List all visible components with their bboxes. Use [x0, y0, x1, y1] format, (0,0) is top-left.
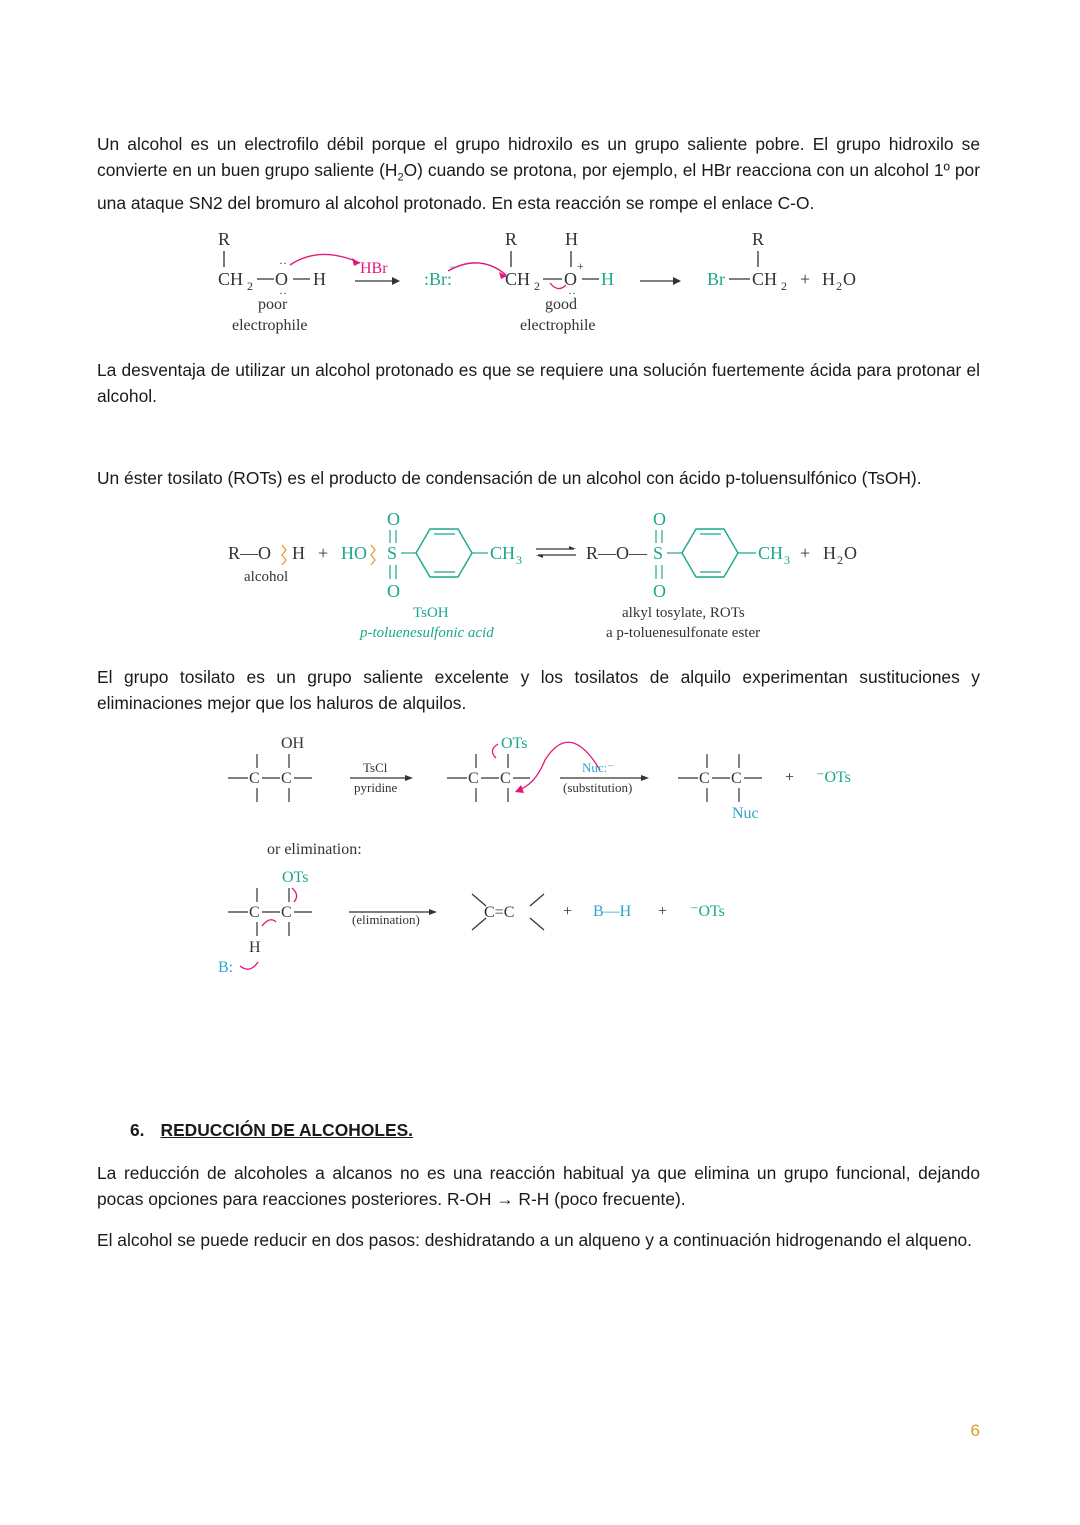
bond-line — [530, 894, 544, 906]
section-heading — [130, 1120, 413, 1141]
paragraph-tosylate-leaving-group: El grupo tosilato es un grupo saliente excelente y los tosilatos de alquilo experimentan sustituciones y eliminaciones mejor que los haluros de alquilos. — [97, 667, 980, 713]
nucleophile-reagent-label: Nuc:⁻ — [582, 760, 615, 775]
methyl-label: CH — [490, 543, 516, 563]
oxygen-label: O — [387, 581, 400, 601]
oxygen-label: O — [275, 269, 288, 289]
page-number: 6 — [970, 1421, 980, 1440]
curved-arrow-icon — [290, 254, 360, 265]
tsoh-name-label: p-toluenesulfonic acid — [360, 625, 494, 641]
hydroxyl-label: OH — [281, 735, 305, 752]
plus-sign: + — [800, 269, 811, 289]
oxygen-label: O — [387, 509, 400, 529]
lone-pair-dots: ·· — [279, 256, 287, 270]
subscript-2: 2 — [836, 279, 842, 293]
oxygen-label: O — [653, 509, 666, 529]
water-h-label: H — [823, 543, 836, 563]
carbon-label: C — [699, 770, 710, 787]
carbon-label: C — [281, 770, 292, 787]
arrowhead-icon — [429, 909, 437, 915]
hydrogen-label: H — [313, 269, 326, 289]
carbon-label: C — [731, 770, 742, 787]
plus-sign: + — [785, 769, 795, 786]
curved-arrow-icon — [492, 744, 498, 758]
plus-sign: + — [563, 903, 573, 920]
section-number: 6. — [130, 1120, 145, 1140]
water-o-label: O — [844, 543, 857, 563]
hydrogen-label: H — [601, 269, 614, 289]
cleavage-mark-icon — [371, 545, 375, 565]
base-label: B: — [218, 959, 234, 976]
lone-pair-dots: ·· — [279, 286, 287, 300]
subscript-2: 2 — [534, 279, 540, 293]
methyl-label: CH — [758, 543, 784, 563]
curved-arrow-icon — [292, 888, 297, 902]
elimination-label: (elimination) — [352, 912, 420, 927]
paragraph-reduction-intro: La reducción de alcoholes a alcanos no es una reacción habitual ya que elimina un grupo funcional, dejando pocas opciones para reacciones posteriores. R-OH → R-H (poco frecuente). — [97, 1163, 980, 1209]
ho-label: HO — [341, 543, 367, 563]
arrowhead-icon — [569, 546, 576, 549]
r-group-label: R — [505, 229, 518, 249]
arrowhead-icon — [536, 555, 543, 558]
subscript-3: 3 — [516, 553, 522, 567]
carbon-label: C — [249, 770, 260, 787]
arrowhead-icon — [515, 785, 524, 793]
tosylate-formation-scheme — [0, 505, 1080, 645]
cleavage-mark-icon — [282, 545, 286, 565]
ots-label: OTs — [282, 869, 309, 886]
hbr-reaction-scheme — [0, 225, 1080, 345]
plus-sign: + — [800, 543, 811, 563]
curved-arrow-icon — [240, 962, 258, 969]
subscript: 2 — [397, 171, 404, 184]
bromine-label: Br — [707, 269, 725, 289]
carbon-label: C — [281, 904, 292, 921]
plus-sign: + — [318, 543, 329, 563]
paragraph-text: O) cuando se protona, por ejemplo, el HBr reacciona con un alcohol 1º por una ataque SN2 del bromuro al alcohol protonado. En esta reacción se rompe el enlace C-O. — [97, 160, 981, 214]
conjugate-acid-label: B—H — [593, 903, 632, 920]
curved-arrow-icon — [262, 920, 276, 926]
negative-charge-icon: − — [449, 260, 456, 274]
ch2-label: CH — [218, 269, 244, 289]
tsoh-label: TsOH — [413, 605, 449, 621]
carbon-label: C — [468, 770, 479, 787]
ro-label: R—O— — [586, 543, 648, 563]
rots-name-label: a p-toluenesulfonate ester — [606, 625, 761, 641]
plus-sign: + — [658, 903, 668, 920]
paragraph-reduction-two-steps: El alcohol se puede reducir en dos pasos: deshidratando a un alqueno y a continuación hidrogenando el alqueno. — [97, 1230, 973, 1250]
hbr-label: HBr — [360, 260, 388, 277]
hydrogen-label: H — [292, 543, 305, 563]
sulfur-label: S — [653, 543, 664, 563]
paragraph-tosylate-ester: Un éster tosilato (ROTs) es el producto de condensación de un alcohol con ácido p-toluensulfónico (TsOH). — [97, 468, 922, 488]
positive-charge-label: + — [577, 259, 584, 273]
pyridine-label: pyridine — [354, 780, 398, 795]
electrophile-label: electrophile — [232, 317, 308, 334]
substitution-label: (substitution) — [563, 780, 633, 795]
paragraph-protonated-disadvantage: La desventaja de utilizar un alcohol protonado es que se requiere una solución fuertemente ácida para protonar el alcohol. — [97, 360, 980, 406]
benzene-ring-icon — [682, 529, 738, 577]
tscl-label: TsCl — [363, 760, 388, 775]
paragraph-text: Un alcohol es un electrofilo débil porque el grupo hidroxilo es un grupo saliente pobre. El grupo hidroxilo se convierte en un buen grupo saliente (H — [97, 134, 980, 180]
arrowhead-icon — [392, 277, 400, 285]
nuc-label: Nuc — [732, 805, 759, 822]
carbon-label: C — [249, 904, 260, 921]
subscript-2: 2 — [247, 279, 253, 293]
water-o-label: O — [843, 269, 856, 289]
bromide-ion-label: :Br: — [424, 269, 453, 289]
arrowhead-icon — [641, 775, 649, 781]
ots-label: OTs — [501, 735, 528, 752]
water-h-label: H — [822, 269, 835, 289]
r-group-label: R — [218, 229, 231, 249]
subscript-2: 2 — [781, 279, 787, 293]
carbon-label: C — [500, 770, 511, 787]
poor-label: poor — [258, 296, 288, 313]
curved-arrow-icon — [448, 263, 506, 275]
alcohol-label: alcohol — [244, 569, 289, 585]
electrophile-label: electrophile — [520, 317, 596, 334]
tosylate-ion-label: ⁻OTs — [816, 769, 851, 786]
bond-line — [530, 918, 544, 930]
alcohol-ro-label: R—O — [228, 543, 272, 563]
good-label: good — [545, 296, 577, 313]
benzene-ring-icon — [416, 529, 472, 577]
r-group-label: R — [752, 229, 765, 249]
sulfur-label: S — [387, 543, 398, 563]
arrowhead-icon — [673, 277, 681, 285]
oxygen-label: O — [653, 581, 666, 601]
subscript-2: 2 — [837, 553, 843, 567]
or-elimination-label: or elimination: — [267, 841, 362, 858]
arrowhead-icon — [405, 775, 413, 781]
hydrogen-label: H — [249, 939, 261, 956]
ch2-label: CH — [752, 269, 778, 289]
subscript-3: 3 — [784, 553, 790, 567]
substitution-elimination-scheme — [0, 730, 1080, 980]
paragraph-alcohol-electrophile — [97, 131, 980, 216]
rots-label: alkyl tosylate, ROTs — [622, 605, 745, 621]
alkene-label: C=C — [484, 904, 515, 921]
section-title: REDUCCIÓN DE ALCOHOLES. — [160, 1120, 414, 1140]
oxygen-label: O — [564, 269, 577, 289]
hydrogen-label: H — [565, 229, 578, 249]
lone-pair-dots: ·· — [568, 286, 576, 300]
tosylate-ion-label: ⁻OTs — [690, 903, 725, 920]
ch2-label: CH — [505, 269, 531, 289]
